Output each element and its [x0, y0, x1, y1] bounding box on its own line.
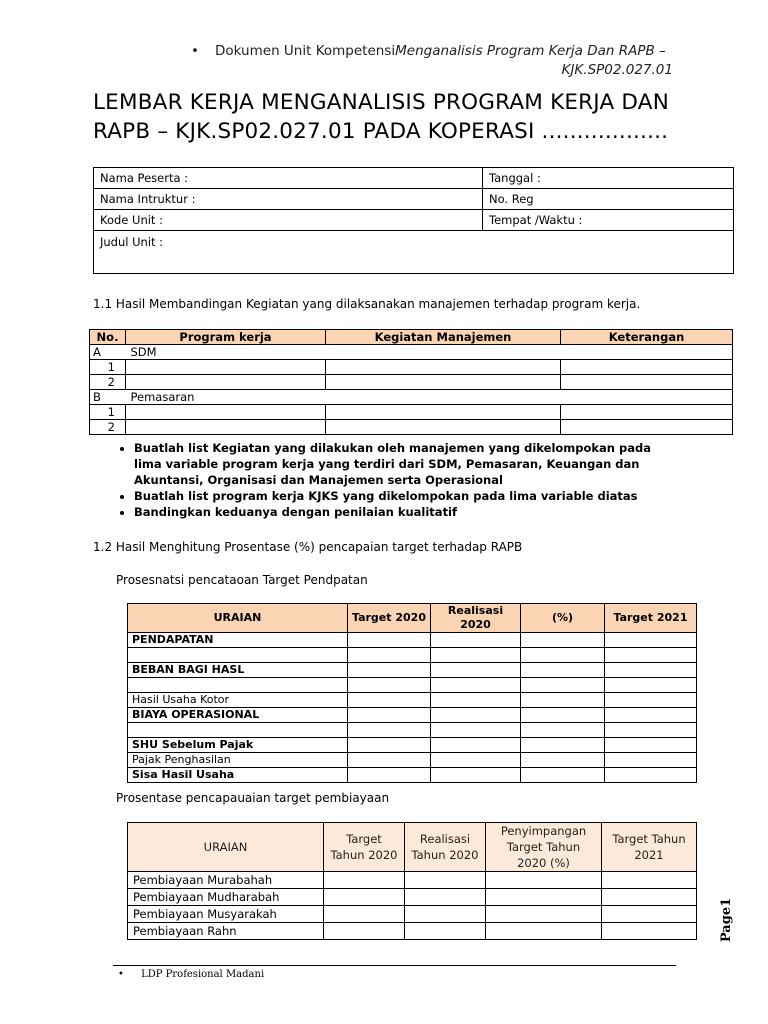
row-label: Pembiayaan Murabahah [128, 872, 324, 889]
col-realisasi-2020: Realisasi 2020 [431, 604, 521, 633]
cell[interactable] [431, 753, 521, 768]
subheading-pembiayaan: Prosentase pencapauaian target pembiayaan [116, 791, 390, 805]
list-item: • Buatlah list program kerja KJKS yang dikelompokan pada lima variable diatas [134, 488, 678, 504]
participant-info-table [93, 167, 734, 274]
cell[interactable] [348, 633, 431, 648]
col-uraian: URAIAN [128, 823, 324, 872]
cell[interactable] [431, 633, 521, 648]
tempat-waktu-field[interactable]: Tempat /Waktu : [483, 210, 734, 231]
cell[interactable] [348, 708, 431, 723]
cell[interactable] [324, 889, 405, 906]
cell[interactable] [348, 738, 431, 753]
row-label: BIAYA OPERASIONAL [128, 708, 348, 723]
cell[interactable] [521, 663, 605, 678]
cell[interactable] [405, 923, 486, 940]
row-label [128, 678, 348, 693]
cell[interactable] [561, 420, 733, 435]
col-target-2021: Target 2021 [605, 604, 697, 633]
table-row [90, 375, 733, 390]
col-target-2020: Target 2020 [348, 604, 431, 633]
row-label: BEBAN BAGI HASL [128, 663, 348, 678]
document-header [193, 42, 673, 80]
cell[interactable] [126, 420, 326, 435]
table-row [128, 678, 697, 693]
table-row [128, 768, 697, 783]
table-row [128, 738, 697, 753]
footer-bullet: • [118, 969, 124, 980]
row-label: PENDAPATAN [128, 633, 348, 648]
col-persen: (%) [521, 604, 605, 633]
subheading-pendapatan: Prosesnatsi pencataoan Target Pendpatan [116, 573, 368, 587]
footer [118, 969, 264, 980]
cell[interactable] [605, 723, 697, 738]
col-target-tahun-2020: Target Tahun 2020 [324, 823, 405, 872]
no-reg-field[interactable]: No. Reg [483, 189, 734, 210]
col-realisasi-tahun-2020: Realisasi Tahun 2020 [405, 823, 486, 872]
cell[interactable] [326, 420, 561, 435]
cell[interactable] [521, 753, 605, 768]
cell[interactable] [431, 663, 521, 678]
cell[interactable] [348, 678, 431, 693]
cell[interactable] [348, 753, 431, 768]
table-row [128, 708, 697, 723]
row-label: Pembiayaan Musyarakah [128, 906, 324, 923]
cell[interactable] [326, 360, 561, 375]
cell[interactable] [602, 923, 697, 940]
cell[interactable] [605, 633, 697, 648]
col-program-kerja: Program kerja [126, 330, 326, 345]
cell[interactable] [431, 708, 521, 723]
table-row [90, 360, 733, 375]
table-row [128, 872, 697, 889]
cell[interactable] [324, 906, 405, 923]
cell[interactable] [521, 708, 605, 723]
col-penyimpangan: Penyimpangan Target Tahun 2020 (%) [486, 823, 602, 872]
table-row [128, 889, 697, 906]
cell[interactable] [561, 360, 733, 375]
cell[interactable] [602, 889, 697, 906]
footer-text: LDP Profesional Madani [141, 969, 265, 980]
section1-heading: 1.1 Hasil Membandingan Kegiatan yang dilaksanakan manajemen terhadap program kerja. [93, 297, 641, 311]
cell[interactable] [348, 723, 431, 738]
table-row [128, 663, 697, 678]
program-kerja-table [89, 329, 733, 435]
cell[interactable] [126, 405, 326, 420]
cell[interactable] [602, 872, 697, 889]
col-uraian: URAIAN [128, 604, 348, 633]
row-label: SHU Sebelum Pajak [128, 738, 348, 753]
cell[interactable] [348, 648, 431, 663]
cell[interactable] [126, 375, 326, 390]
header-prefix: Dokumen Unit Kompetensi [215, 43, 396, 59]
cell[interactable] [521, 678, 605, 693]
header-italic-line2: KJK.SP02.027.01 [561, 62, 673, 78]
cell[interactable] [561, 405, 733, 420]
cell[interactable] [605, 648, 697, 663]
cell[interactable] [605, 738, 697, 753]
table-row [90, 405, 733, 420]
section2-heading: 1.2 Hasil Menghitung Prosentase (%) pencapaian target terhadap RAPB [93, 540, 523, 554]
cell[interactable] [605, 708, 697, 723]
cell[interactable] [486, 906, 602, 923]
table-row [128, 906, 697, 923]
table-row [128, 648, 697, 663]
cell[interactable] [431, 693, 521, 708]
col-kegiatan-manajemen: Kegiatan Manajemen [326, 330, 561, 345]
cell[interactable] [405, 872, 486, 889]
cell[interactable] [605, 663, 697, 678]
cell[interactable] [605, 753, 697, 768]
title-line1: LEMBAR KERJA MENGANALISIS PROGRAM KERJA DAN [93, 90, 669, 115]
row-no: B [90, 390, 126, 405]
cell[interactable] [486, 889, 602, 906]
row-no: 1 [90, 405, 126, 420]
cell[interactable] [521, 693, 605, 708]
row-no: 2 [90, 420, 126, 435]
list-item: • Buatlah list Kegiatan yang dilakukan oleh manajemen yang dikelompokan pada lima variable program kerja yang terdiri dari SDM, Pemasaran, Keuangan dan Akuntansi, Organisasi dan Manajemen serta Operasional [134, 440, 678, 488]
target-pendapatan-table [127, 603, 697, 783]
row-no: 2 [90, 375, 126, 390]
table-row [90, 345, 733, 360]
cell[interactable] [405, 889, 486, 906]
cell[interactable] [605, 693, 697, 708]
cell[interactable] [126, 360, 326, 375]
cell[interactable] [521, 738, 605, 753]
cell[interactable] [561, 375, 733, 390]
cell[interactable] [326, 405, 561, 420]
target-pembiayaan-table [127, 822, 697, 940]
group-label: SDM [126, 345, 733, 360]
row-no: 1 [90, 360, 126, 375]
row-label: Pembiayaan Rahn [128, 923, 324, 940]
page-number: Page1 [718, 897, 734, 943]
row-label [128, 723, 348, 738]
cell[interactable] [431, 678, 521, 693]
cell[interactable] [431, 723, 521, 738]
cell[interactable] [605, 768, 697, 783]
nama-instruktur-field[interactable]: Nama Intruktur : [94, 189, 483, 210]
title-line2: RAPB – KJK.SP02.027.01 PADA KOPERASI .................. [93, 119, 669, 144]
group-label: Pemasaran [126, 390, 733, 405]
table-row [90, 390, 733, 405]
cell[interactable] [324, 872, 405, 889]
list-item: • Bandingkan keduanya dengan penilaian kualitatif [134, 504, 678, 520]
cell[interactable] [521, 633, 605, 648]
cell[interactable] [431, 738, 521, 753]
nama-peserta-field[interactable]: Nama Peserta : [94, 168, 483, 189]
cell[interactable] [486, 923, 602, 940]
cell[interactable] [324, 923, 405, 940]
cell[interactable] [605, 678, 697, 693]
table-row [128, 753, 697, 768]
page-title [93, 88, 669, 146]
cell[interactable] [521, 648, 605, 663]
judul-unit-field[interactable]: Judul Unit : [94, 231, 734, 274]
instruction-list [118, 440, 678, 520]
footer-divider [113, 965, 676, 966]
tanggal-field[interactable]: Tanggal : [483, 168, 734, 189]
table-row [128, 923, 697, 940]
cell[interactable] [348, 663, 431, 678]
table-row [128, 633, 697, 648]
col-target-tahun-2021: Target Tahun 2021 [602, 823, 697, 872]
row-label: Pajak Penghasilan [128, 753, 348, 768]
cell[interactable] [521, 723, 605, 738]
header-bullet: • [191, 43, 199, 59]
cell[interactable] [348, 693, 431, 708]
cell[interactable] [348, 768, 431, 783]
cell[interactable] [431, 648, 521, 663]
cell[interactable] [431, 768, 521, 783]
table-row [90, 420, 733, 435]
cell[interactable] [405, 906, 486, 923]
header-italic-line1: Menganalisis Program Kerja Dan RAPB – [395, 43, 666, 59]
cell[interactable] [602, 906, 697, 923]
cell[interactable] [486, 872, 602, 889]
col-no: No. [90, 330, 126, 345]
table-row [128, 723, 697, 738]
row-label: Pembiayaan Mudharabah [128, 889, 324, 906]
row-label: Hasil Usaha Kotor [128, 693, 348, 708]
kode-unit-field[interactable]: Kode Unit : [94, 210, 483, 231]
cell[interactable] [521, 768, 605, 783]
row-label: Sisa Hasil Usaha [128, 768, 348, 783]
cell[interactable] [326, 375, 561, 390]
table-row [128, 693, 697, 708]
row-label [128, 648, 348, 663]
col-keterangan: Keterangan [561, 330, 733, 345]
row-no: A [90, 345, 126, 360]
